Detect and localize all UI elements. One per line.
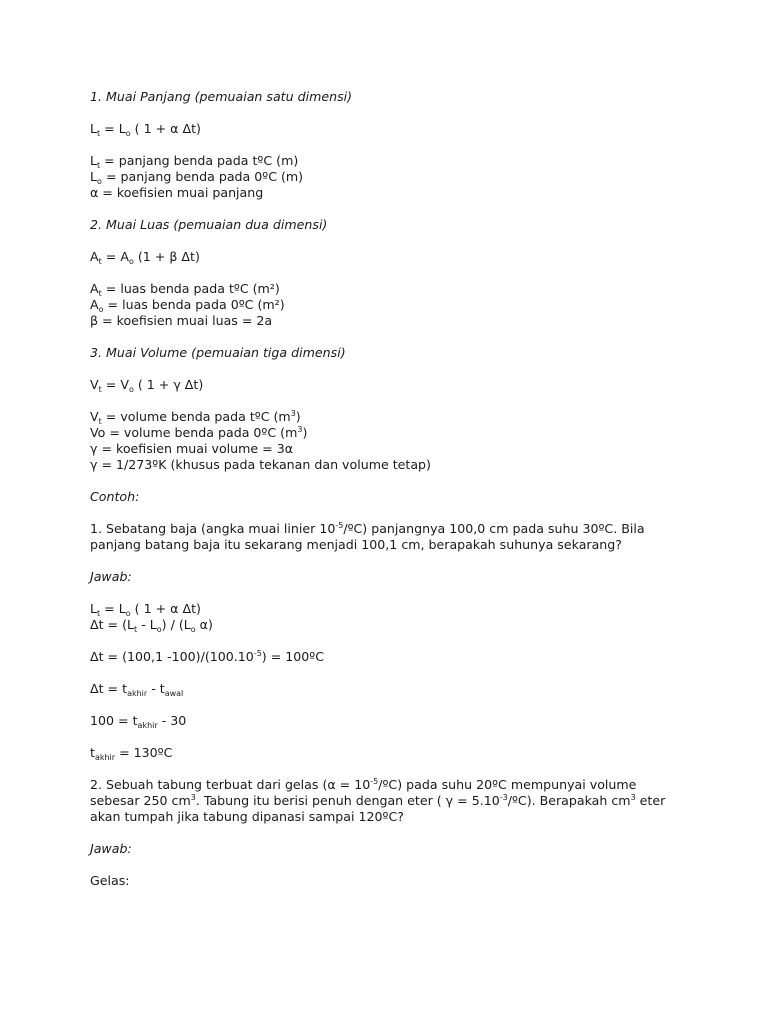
example-2-question-line-2 <box>90 793 730 809</box>
formula-subscript: o <box>128 385 134 394</box>
definition-text: ) <box>295 409 301 424</box>
solution-subscript: akhir <box>127 689 148 698</box>
solution-step <box>90 713 730 729</box>
definition-line <box>90 153 730 169</box>
definition-superscript: 3 <box>290 409 296 418</box>
definition-text: Vo = volume benda pada 0ºC (m <box>90 425 298 440</box>
answer-label: Jawab: <box>90 569 132 584</box>
formula-text: (1 + β Δt) <box>133 249 200 264</box>
document-page <box>90 89 730 889</box>
formula-text: = L <box>100 121 126 136</box>
example-1-question <box>90 521 730 537</box>
question-text: 1. Sebatang baja (angka muai linier 10 <box>90 521 336 536</box>
definition-line <box>90 281 730 297</box>
formula-text: V <box>90 377 99 392</box>
question-text: /ºC) pada suhu 20ºC mempunyai volume <box>378 777 637 792</box>
formula-text: L <box>90 121 98 136</box>
question-text: /ºC). Berapakah cm <box>507 793 631 808</box>
definition-line: β = koefisien muai luas = 2a <box>90 313 273 328</box>
formula-subscript: o <box>125 129 131 138</box>
formula-text: = V <box>101 377 129 392</box>
definition-subscript: t <box>98 417 102 426</box>
solution-step <box>90 601 730 617</box>
question-text: . Tabung itu berisi penuh dengan eter ( γ = 5.10 <box>195 793 500 808</box>
definition-line: α = koefisien muai panjang <box>90 185 264 200</box>
solution-subscript: akhir <box>94 753 116 762</box>
definition-line: γ = koefisien muai volume = 3α <box>90 441 294 456</box>
solution-subscript: o <box>125 609 131 618</box>
solution-step <box>90 649 730 665</box>
example-2-question-line-3: akan tumpah jika tabung dipanasi sampai 120ºC? <box>90 809 404 824</box>
formula-subscript: t <box>98 257 102 266</box>
definition-line <box>90 425 730 441</box>
definition-text: L <box>90 169 98 184</box>
question-text: eter <box>635 793 666 808</box>
formula-muai-panjang <box>90 121 730 137</box>
definition-text: L <box>90 153 98 168</box>
formula-subscript: o <box>128 257 134 266</box>
definition-line <box>90 297 730 313</box>
section-heading-muai-luas: 2. Muai Luas (pemuaian dua dimensi) <box>90 217 328 232</box>
solution-step <box>90 681 730 697</box>
solution-subscript: o <box>190 625 196 634</box>
question-superscript: -3 <box>499 793 508 802</box>
definition-text: = volume benda pada tºC (m <box>101 409 291 424</box>
formula-subscript: t <box>97 129 101 138</box>
solution-text: ( 1 + α Δt) <box>130 601 201 616</box>
section-heading-muai-volume: 3. Muai Volume (pemuaian tiga dimensi) <box>90 345 346 360</box>
solution-subscript: akhir <box>137 721 158 730</box>
definition-text: = panjang benda pada 0ºC (m) <box>101 169 304 184</box>
solution-subscript: awal <box>164 689 184 698</box>
solution-text: = 130ºC <box>115 745 173 760</box>
solution-text: = L <box>100 601 126 616</box>
solution-subscript: t <box>134 625 138 634</box>
definition-subscript: t <box>98 289 102 298</box>
definition-line: γ = 1/273ºK (khusus pada tekanan dan volume tetap) <box>90 457 431 472</box>
solution-text: - L <box>137 617 157 632</box>
question-text: 2. Sebuah tabung terbuat dari gelas (α = 10 <box>90 777 371 792</box>
solution-step <box>90 617 730 633</box>
solution-text: L <box>90 601 98 616</box>
formula-muai-volume <box>90 377 730 393</box>
solution-text: 100 = t <box>90 713 138 728</box>
definition-text: A <box>90 297 99 312</box>
definition-text: = luas benda pada 0ºC (m²) <box>103 297 285 312</box>
solution-text: - 30 <box>157 713 187 728</box>
answer-label: Jawab: <box>90 841 132 856</box>
solution-text: t <box>90 745 95 760</box>
definition-text: ) <box>302 425 308 440</box>
formula-text: A <box>90 249 99 264</box>
solution-text: Δt = (L <box>90 617 135 632</box>
formula-text: ( 1 + α Δt) <box>130 121 201 136</box>
question-superscript: -5 <box>370 777 379 786</box>
solution-text: - t <box>147 681 165 696</box>
section-heading-muai-panjang: 1. Muai Panjang (pemuaian satu dimensi) <box>90 89 353 104</box>
question-superscript: -5 <box>335 521 344 530</box>
example-2-question <box>90 777 730 793</box>
solution-text: ) = 100ºC <box>261 649 325 664</box>
definition-text: A <box>90 281 99 296</box>
question-text: sebesar 250 cm <box>90 793 191 808</box>
definition-text: V <box>90 409 99 424</box>
definition-line <box>90 409 730 425</box>
gelas-label: Gelas: <box>90 873 130 888</box>
example-1-question-line-2: panjang batang baja itu sekarang menjadi 100,1 cm, berapakah suhunya sekarang? <box>90 537 622 552</box>
examples-heading: Contoh: <box>90 489 140 504</box>
definition-text: = panjang benda pada tºC (m) <box>100 153 299 168</box>
solution-text: ) / (L <box>161 617 191 632</box>
solution-text: Δt = t <box>90 681 128 696</box>
formula-subscript: t <box>98 385 102 394</box>
definition-superscript: 3 <box>297 425 303 434</box>
question-superscript: 3 <box>190 793 196 802</box>
definition-subscript: t <box>97 161 101 170</box>
definition-subscript: o <box>97 177 102 186</box>
solution-subscript: t <box>97 609 101 618</box>
question-text: /ºC) panjangnya 100,0 cm pada suhu 30ºC. Bila <box>343 521 645 536</box>
question-superscript: 3 <box>630 793 636 802</box>
formula-text: = A <box>101 249 129 264</box>
solution-text: Δt = (100,1 -100)/(100.10 <box>90 649 254 664</box>
solution-subscript: o <box>156 625 162 634</box>
solution-step <box>90 745 730 761</box>
definition-line <box>90 169 730 185</box>
definition-text: = luas benda pada tºC (m²) <box>101 281 280 296</box>
definition-subscript: o <box>98 305 104 314</box>
solution-text: α) <box>195 617 213 632</box>
solution-superscript: -5 <box>253 649 262 658</box>
formula-text: ( 1 + γ Δt) <box>133 377 204 392</box>
formula-muai-luas <box>90 249 730 265</box>
